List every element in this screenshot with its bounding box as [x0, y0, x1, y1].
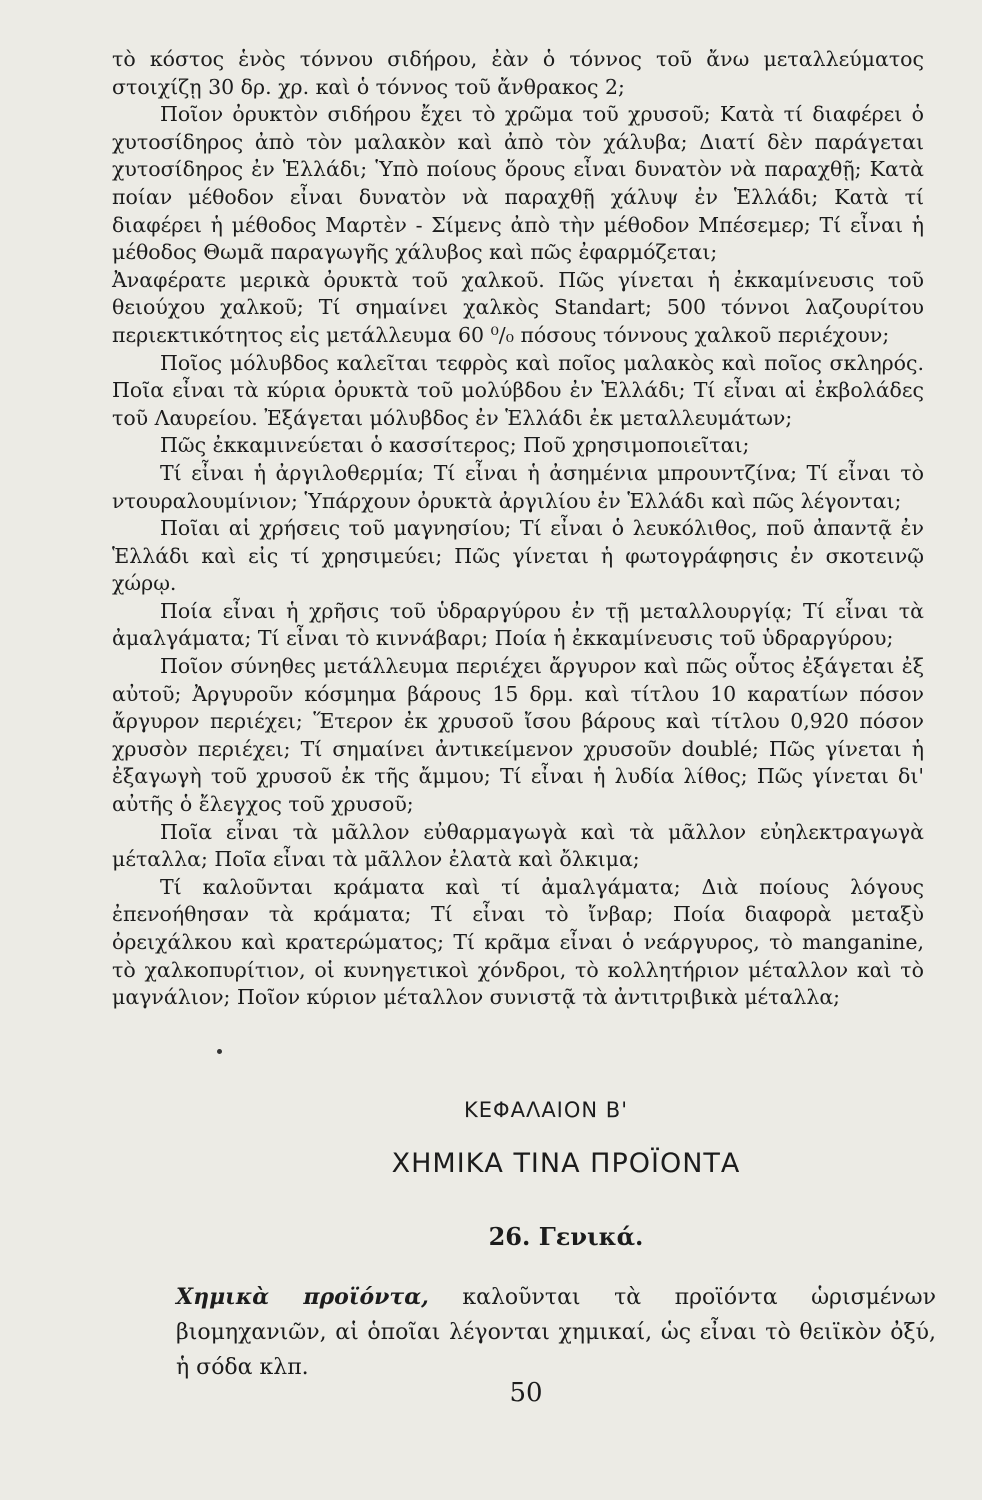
paragraph-copper-questions: Ἀναφέρατε μερικὰ ὀρυκτὰ τοῦ χαλκοῦ. Πῶς γίνεται ἡ ἐκκαμίνευσις τοῦ θειούχου χαλκοῦ; Τί σημαίνει χαλκὸς Standart; 500 τόννοι λαζουρίτου περιεκτικότητος εἰς μετάλλευμα 60 ⁰/₀ πόσους τόννους χαλκοῦ περιέχουν; [112, 267, 924, 347]
questions-text-block [112, 46, 924, 1012]
definition-term: Χημικὰ προϊόντα, [176, 1284, 429, 1310]
paragraph-tin-questions: Πῶς ἐκκαμινεύεται ὁ κασσίτερος; Ποῦ χρησιμοποιεῖται; [160, 433, 750, 458]
chapter-title: ΧΗΜΙΚΑ ΤΙΝΑ ΠΡΟΪΟΝΤΑ [391, 1148, 741, 1179]
section-heading: 26. Γενικά. [488, 1222, 644, 1251]
section-definition [176, 1280, 936, 1385]
paragraph-iron-cost: τὸ κόστος ἑνὸς τόννου σιδήρου, ἐὰν ὁ τόννος τοῦ ἄνω μεταλλεύματος στοιχίζῃ 30 δρ. χρ. καὶ ὁ τόννος τοῦ ἄνθρακος 2; [112, 47, 924, 99]
ink-speck [217, 1049, 222, 1054]
definition-text: καλοῦνται τὰ προϊόντα ὡρισμένων βιομηχανιῶν, αἱ ὁποῖαι λέγονται χημικαί, ὡς εἶναι τὸ θειϊκὸν ὀξύ, ἡ σόδα κλπ. [176, 1285, 936, 1380]
paragraph-aluminium-questions: Τί εἶναι ἡ ἀργιλοθερμία; Τί εἶναι ἡ ἀσημένια μπρουντζίνα; Τί εἶναι τὸ ντουραλουμίνιον; Ὑπάρχουν ὀρυκτὰ ἀργιλίου ἐν Ἑλλάδι καὶ πῶς λέγονται; [112, 460, 924, 513]
paragraph-conductivity-questions: Ποῖα εἶναι τὰ μᾶλλον εὐθαρμαγωγὰ καὶ τὰ μᾶλλον εὐηλεκτραγωγὰ μέταλλα; Ποῖα εἶναι τὰ μᾶλλον ἐλατὰ καὶ ὄλκιμα; [112, 819, 924, 872]
paragraph-lead-questions: Ποῖος μόλυβδος καλεῖται τεφρὸς καὶ ποῖος μαλακὸς καὶ ποῖος σκληρός. Ποῖα εἶναι τὰ κύρια ὀρυκτὰ τοῦ μολύβδου ἐν Ἑλλάδι; Τί εἶναι αἱ ἐκβολάδες τοῦ Λαυρείου. Ἐξάγεται μόλυβδος ἐν Ἑλλάδι ἐκ μεταλλευμάτων; [112, 350, 924, 430]
paragraph-mercury-questions: Ποία εἶναι ἡ χρῆσις τοῦ ὑδραργύρου ἐν τῇ μεταλλουργίᾳ; Τί εἶναι τὰ ἀμαλγάματα; Τί εἶναι τὸ κιννάβαρι; Ποία ἡ ἐκκαμίνευσις τοῦ ὑδραργύρου; [112, 598, 924, 651]
paragraph-magnesium-questions: Ποῖαι αἱ χρήσεις τοῦ μαγνησίου; Τί εἶναι ὁ λευκόλιθος, ποῦ ἀπαντᾷ ἐν Ἑλλάδι καὶ εἰς τί χρησιμεύει; Πῶς γίνεται ἡ φωτογράφησις ἐν σκοτεινῷ χώρῳ. [112, 516, 924, 596]
paragraph-alloys-questions: Τί καλοῦνται κράματα καὶ τί ἀμαλγάματα; Διὰ ποίους λόγους ἐπενοήθησαν τὰ κράματα; Τί εἶναι τὸ ἴνβαρ; Ποία διαφορὰ μεταξὺ ὀρειχάλκου καὶ κρατερώματος; Τί κρᾶμα εἶναι ὁ νεάργυρος, τὸ manganine, τὸ χαλκοπυρίτιον, οἱ κυνηγετικοὶ χόνδροι, τὸ κολλητήριον μέταλλον καὶ τὸ μαγνάλιον; Ποῖον κύριον μέταλλον συνιστᾷ τὰ ἀντιτριβικὰ μέταλλα; [112, 874, 924, 1010]
chapter-label: ΚΕΦΑΛΑΙΟΝ Β' [464, 1098, 628, 1122]
paragraph-iron-questions: Ποῖον ὀρυκτὸν σιδήρου ἔχει τὸ χρῶμα τοῦ χρυσοῦ; Κατὰ τί διαφέρει ὁ χυτοσίδηρος ἀπὸ τὸν μαλακὸν καὶ ἀπὸ τὸν χάλυβα; Διατί δὲν παράγεται χυτοσίδηρος ἐν Ἑλλάδι; Ὑπὸ ποίους ὅρους εἶναι δυνατὸν νὰ παραχθῇ; Κατὰ ποίαν μέθοδον εἶναι δυνατὸν νὰ παραχθῇ χάλυψ ἐν Ἑλλάδι; Κατὰ τί διαφέρει ἡ μέθοδος Μαρτὲν - Σίμενς ἀπὸ τὴν μέθοδον Μπέσεμερ; Τί εἶναι ἡ μέθοδος Θωμᾶ παραγωγῆς χάλυβος καὶ πῶς ἐφαρμόζεται; [112, 102, 924, 265]
page-number: 50 [509, 1378, 543, 1408]
paragraph-silver-gold-questions: Ποῖον σύνηθες μετάλλευμα περιέχει ἄργυρον καὶ πῶς οὗτος ἐξάγεται ἐξ αὐτοῦ; Ἀργυροῦν κόσμημα βάρους 15 δρμ. καὶ τίτλου 10 καρατίων πόσον ἄργυρον περιέχει; Ἕτερον ἐκ χρυσοῦ ἴσου βάρους καὶ τίτλου 0,920 πόσον χρυσὸν περιέχει; Τί σημαίνει ἀντικείμενον χρυσοῦν doublé; Πῶς γίνεται ἡ ἐξαγωγὴ τοῦ χρυσοῦ ἐκ τῆς ἄμμου; Τί εἶναι ἡ λυδία λίθος; Πῶς γίνεται δι' αὐτῆς ὁ ἔλεγχος τοῦ χρυσοῦ; [112, 654, 924, 817]
